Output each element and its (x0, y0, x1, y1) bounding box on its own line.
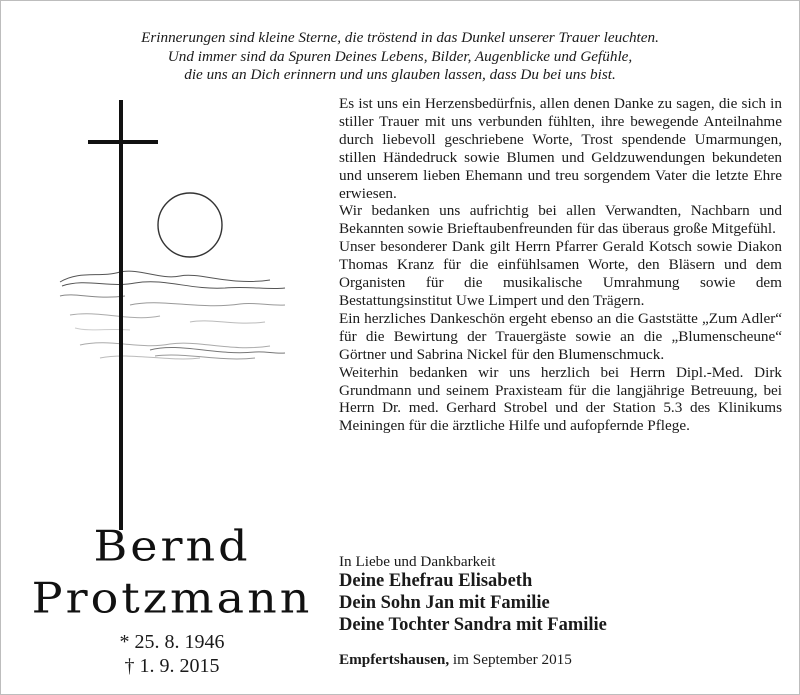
thanks-paragraph: Wir bedanken uns aufrichtig bei allen Verwandten, Nachbarn und Bekannten sowie Brieftaubenfreunden für das überaus große Mitgefühl. (339, 202, 782, 238)
place-date: im September 2015 (452, 651, 572, 668)
landscape-sketch (60, 271, 285, 359)
thanks-paragraph: Weiterhin bedanken wir uns herzlich bei Herrn Dipl.-Med. Dirk Grundmann und seinem Praxisteam für die langjährige Betreuung, bei Herrn Dr. med. Gerhard Strobel und der Station 5.3 des Klinikums Meiningen für die ärztliche Hilfe und aufopfernde Pflege. (339, 363, 782, 435)
poem (20, 29, 780, 85)
moon-icon (158, 193, 222, 257)
poem-line: Erinnerungen sind kleine Sterne, die tröstend in das Dunkel unserer Trauer leuchten. (141, 29, 659, 46)
cross-vertical (119, 100, 123, 530)
closing-phrase: In Liebe und Dankbarkeit (339, 553, 496, 570)
deceased-last-name: Protzmann (31, 573, 313, 623)
signature-line: Dein Sohn Jan mit Familie (339, 593, 550, 613)
death-date: † 1. 9. 2015 (124, 655, 220, 677)
place-and-date (339, 651, 572, 669)
thanks-paragraph: Es ist uns ein Herzensbedürfnis, allen denen Danke zu sagen, die sich in stiller Trauer mit uns verbunden fühlten, ihre bewegende Anteilnahme durch liebevoll geschriebene Worte, Trost spendende Umarmungen, stillen Händedruck sowie Blumen und Geldzuwendungen bekundeten und unserem lieben Ehemann und treu sorgendem Vater die letzte Ehre erwiesen. (339, 95, 782, 202)
poem-line: Und immer sind da Spuren Deines Lebens, Bilder, Augenblicke und Gefühle, (167, 47, 633, 65)
cross-horizontal (88, 140, 158, 144)
signature-line: Deine Tochter Sandra mit Familie (339, 615, 607, 635)
birth-date: * 25. 8. 1946 (119, 631, 225, 653)
place-town: Empfertshausen, (339, 651, 450, 668)
poem-line: die uns an Dich erinnern und uns glauben lassen, dass Du bei uns bist. (184, 66, 616, 83)
cross-and-moon-illustration (40, 100, 300, 530)
thanks-paragraph: Ein herzliches Dankeschön ergeht ebenso an die Gaststätte „Zum Adler“ für die Bewirtung der Trauergäste sowie an die „Blumenscheune“ Görtner und Sabrina Nickel für den Blumenschmuck. (339, 309, 782, 363)
thanks-paragraph: Unser besonderer Dank gilt Herrn Pfarrer Gerald Kotsch sowie Diakon Thomas Kranz für die einfühlsamen Worte, den Bläsern und dem Organisten für die musikalische Umrahmung sowie dem Bestattungsinstitut Uwe Limpert und den Trägern. (339, 238, 782, 309)
signature-line: Deine Ehefrau Elisabeth (339, 571, 533, 591)
thanks-text (339, 95, 782, 435)
deceased-first-name: Bernd (93, 521, 251, 571)
